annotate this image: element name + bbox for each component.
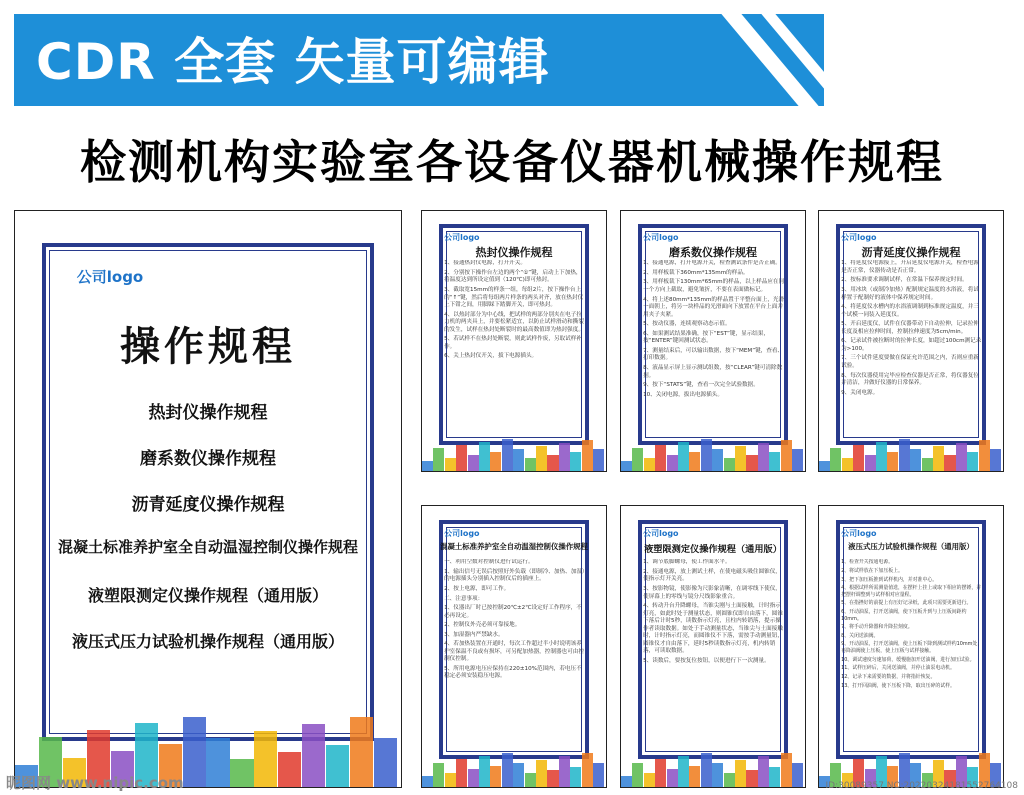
skyline-building [667,769,678,787]
skyline-building [887,452,898,471]
skyline-building [302,724,325,787]
skyline-building [724,458,735,471]
city-skyline [422,437,606,471]
company-logo: 公司logo [76,267,144,286]
skyline-building [593,449,604,471]
procedure-line: 9、按下“STATS”键，查看一次完全试验数据。 [643,382,759,389]
skyline-building [979,440,990,471]
skyline-building [547,455,558,471]
cover-item: 混凝土标准养护室全自动温湿控制仪操作规程 [57,538,358,557]
skyline-building [582,753,593,787]
skyline-building [547,770,558,787]
skyline-building [536,760,547,787]
skyline-building [853,445,864,471]
skyline-building [513,763,524,787]
company-logo: 公司logo [643,232,679,242]
procedure-line: 1、接通热封仪电源，打开开关。 [444,260,526,267]
skyline-building [701,753,712,787]
skyline-building [944,455,955,471]
skyline-building [632,763,643,787]
procedure-line: 8、关闭送油阀。 [841,632,879,639]
cover-title: 操作规程 [120,323,296,370]
skyline-building [678,756,689,787]
skyline-building [206,738,229,787]
procedure-line: 5、若试样不在热封处断裂，则此试样作废，另取试样补作。 [444,336,582,350]
skyline-building [490,452,501,471]
board-body [841,260,983,429]
skyline-building [830,448,841,471]
procedure-line: 4、若加热装置在开通时，每次工作超过半小时说明该养护室保温不良或有损坏，可另配加热器，控制器也可由控制仪控制。 [444,641,584,663]
city-skyline [819,437,1003,471]
skyline-building [967,452,978,471]
skyline-building [570,767,581,787]
skyline-building [570,452,581,471]
procedure-line: 7、三个试件延度要做在保证允许范围之内，否则应重新试验。 [841,355,979,369]
banner-text: CDR 全套 矢量可编辑 [36,33,550,91]
skyline-building [735,446,746,471]
skyline-building [769,767,780,787]
skyline-building [746,770,757,787]
procedure-line: 1、调节底脚螺母，使工作面水平。 [643,559,731,566]
skyline-building [899,439,910,471]
procedure-line: 2、接通电源，放上测试土样，在使电磁头吸住圆锥仪，使指示灯开关亮。 [643,568,781,583]
procedure-line: 3、按影物镜，使影像为尺影象清晰，在调零线下使仪，使屏幕上的零线与镜分尺线影象重合。 [643,586,781,600]
skyline-building [502,753,513,787]
skyline-building [254,731,277,787]
cover-item: 液压式压力试验机操作规程（通用版） [71,631,344,651]
skyline-building [781,440,792,471]
skyline-building [792,449,803,471]
skyline-building [525,458,536,471]
board-body [841,559,983,742]
city-skyline [422,750,606,787]
skyline-building [326,745,349,787]
skyline-building [468,455,479,471]
skyline-building [374,738,397,787]
procedure-line: 13、打开回油阀，使下压板下降，取出压碎的试样。 [841,682,955,689]
watermark-site: 昵图网 www.nipic.com [6,774,184,792]
procedure-line: 6、开动油泵，打开送油阀，使下压板升到与上压板间距约10mm。 [841,609,967,622]
procedure-line: 4、将延度仪水槽内的水浴液调制到标准规定温度，并三个试模一同装入延度仪。 [841,304,979,318]
procedure-line: 2、按标准要求调制试样，在常温下保养规定时间。 [841,277,968,284]
skyline-building [735,760,746,787]
skyline-building [445,773,456,787]
skyline-building [490,766,501,787]
company-logo: 公司logo [444,232,480,242]
procedure-line: 1、输出信号无误后按照好外负载（即制冷、加热、加湿）的电源插头分别插入控制仪后的插座上。 [444,568,585,583]
procedure-board [818,210,1004,472]
board-body [444,260,586,429]
company-logo: 公司logo [643,529,679,539]
skyline-building [689,766,700,787]
board-body [643,260,785,429]
cover-item: 沥青延度仪操作规程 [131,495,285,516]
procedure-board [421,210,607,472]
skyline-building [422,461,433,471]
procedure-line: 2、用样板裁下360mm*135mm的样品。 [643,269,749,276]
procedure-line: 8、液晶显示屏上显示测试组数，按“CLEAR”键可清除数据。 [643,364,783,379]
board-title: 液压式压力试验机操作规程（通用版） [848,542,974,552]
skyline-building [712,449,723,471]
board-title: 混凝土标准养护室全自动温湿控制仪操作规程 [440,542,588,552]
skyline-building [513,449,524,471]
page-title: 检测机构实验室各设备仪器机械操作规程 [80,135,944,189]
skyline-building [536,446,547,471]
procedure-line: 9、关闭电源。 [841,389,879,396]
procedure-line: 3、用冰块（或制冷加热）配制规定温度的水浴液，将试样置于配制好的液体中保养规定时间。 [841,287,979,301]
procedure-line: 6、关上热封仪开关，拔下电源插头。 [444,353,538,360]
procedure-line: 2、分别按下操作台左边的两个“①”键，启动上下加热，将温度达到所设定值到（120℃)即可热封。 [444,269,582,284]
skyline-building [456,759,467,787]
cover-item: 热封仪操作规程 [148,403,268,424]
procedure-line: 4、根据试样所需测量值选，在摆杆上挂上或取下相应的摆锤，并把摆杆调整到与试样相对应量程。 [841,585,982,598]
skyline-building [621,461,632,471]
skyline-building [502,439,513,471]
skyline-building [655,759,666,787]
procedure-line: 1、仪器出厂时已按控制20℃±2℃设定好工作程序，不必再设定。 [444,605,582,619]
procedure-line: 3、把下加压板推到试样机内，并对准中心。 [841,576,938,583]
procedure-line: 7、将手动升降器和升降拉刻度。 [841,624,913,631]
skyline-building [769,452,780,471]
board-title: 热封仪操作规程 [475,245,553,259]
skyline-building [433,763,444,787]
skyline-building [842,458,853,471]
watermark-id: ID:30089357 NO:20220324181552764108 [825,781,1018,791]
procedure-line: 12、记录下来需要的数据，并将指针恢复。 [841,673,936,680]
cover-item: 磨系数仪操作规程 [140,449,276,470]
skyline-building [525,773,536,787]
procedure-board [620,505,806,788]
skyline-building [781,753,792,787]
procedure-line: 3、用样板裁下130mm*65mm的样品，以上样品应在同一个方向上截取，避免皱折，不要在表面做标记。 [643,279,785,294]
company-logo: 公司logo [444,529,480,539]
skyline-building [433,448,444,471]
skyline-building [746,455,757,471]
procedure-line: 6、如果测试结果准确，按下“EST”键，显示结果，按“ENTER”键回测试状态。 [643,330,770,345]
skyline-building [933,446,944,471]
skyline-building [644,458,655,471]
skyline-building [758,443,769,471]
skyline-building [278,752,301,787]
procedure-line: 5、在指挫好的前提上有压好记录纸，此项只需要更新进行。 [841,600,972,607]
procedure-line: 10、关闭电源，拔出电源插头。 [643,391,723,398]
skyline-building [644,773,655,787]
skyline-building [678,442,689,471]
skyline-building [701,439,712,471]
procedure-line: 二、注意事项： [444,595,484,602]
skyline-building [667,455,678,471]
skyline-building [876,442,887,471]
board-title: 沥青延度仪操作规程 [861,245,961,259]
procedure-line: 5、所用电源电压应保持在220±10%范围内，若电压不稳定必须安装稳压电源。 [444,665,582,680]
procedure-line: 1、检查开关按通电源。 [841,559,894,566]
cover-item: 液塑限测定仪操作规程（通用版） [87,585,328,605]
skyline-building [655,445,666,471]
skyline-building [230,759,253,787]
skyline-building [468,769,479,787]
procedure-line: 4、将上述80mm*135mm的样品置于平整台面上，光滑一面朝上，将另一块样品的光滑面向下放置在平台上面并用夹子夹紧。 [643,296,785,318]
procedure-line: 3、加湿器内严禁缺水。 [444,631,504,638]
procedure-line: 9、开动油泵，打开送油阀，使上压板下降到测试样约10mm处，再降油阀使上压板，使上压板与试样接触。 [841,641,983,655]
procedure-line: 一、利用空数对控制仪进行试运行。 [444,559,534,566]
procedure-line: 2、将试样放在下加压板上。 [841,567,903,574]
company-logo: 公司logo [841,232,877,242]
procedure-line: 6、记录试件被拉断时的拉伸长度，如超过100cm测记录为>100。 [841,338,982,352]
procedure-line: 5、按动仪器，连续观察动态示值。 [643,321,731,328]
skyline-building [559,756,570,787]
procedure-line: 2、按上电源，即可工作。 [444,586,510,593]
skyline-building [792,763,803,787]
skyline-building [350,717,373,787]
company-logo: 公司logo [841,529,877,539]
skyline-building [593,763,604,787]
procedure-board [620,210,806,472]
skyline-building [990,449,1001,471]
skyline-building [689,452,700,471]
procedure-line: 8、每次仪器使用完毕应检查仪器是否正常，将仪器复位并清洁，并做好仪器的日常保养。 [841,372,979,387]
skyline-building [819,461,830,471]
skyline-building [956,443,967,471]
skyline-building [559,443,570,471]
city-skyline [621,750,805,787]
skyline-building [724,773,735,787]
skyline-building [865,455,876,471]
board-body [444,559,586,742]
procedure-line: 10、调试速度匀速加荷，缓慢施加开送油阀，进行加压试验。 [841,656,975,663]
procedure-line: 3、截取宽15mm的样条一组，每组2片，按下操作台上的“↑”键，然后将每组两片样条的两头对齐，放在热封仪上下钳之间，用脚踩下踏脚开关，即可热封。 [444,287,584,309]
procedure-line: 4、转动升台升降螺母，当锥尖刚与土面接触，计时指示灯亮，如此时处于测量状态，则圆锥仪即自由落下，圆锥下落后计时5秒，读数指示灯亮，且柱内转销落，提示操作者读取数据。如处于手动测量状态，当锥尖与土面接触时，计时指示灯亮，而圆锥仪不下落，需按手动测量钮，圆锥仪才自由落下，延时5秒读数指示灯亮，机内转销落，可读取数据。 [643,603,783,655]
procedure-line: 5、开启延度仪，试件在仪器带动下自动拉伸，记录拉伸长度及相应拉伸时间，控制拉伸速度为5cm/min。 [841,321,979,335]
procedure-line: 1、接通电源，打开电源开关，检查测试条件是否正确。 [643,260,781,267]
skyline-building [422,776,433,787]
skyline-building [582,440,593,471]
skyline-building [922,458,933,471]
procedure-line: 4、以热封部分为中心线，把试样的两部分别夹在电子拉力机的两夹具上，并要松紧适宜，以防止试样滑动和撕裂的发生，试样在热封处断裂时的最高数值即为热封强度。 [444,311,584,333]
board-title: 磨系数仪操作规程 [669,245,757,259]
skyline-building [758,756,769,787]
procedure-line: 2、控制仪外壳必须可靠接地。 [444,622,521,629]
procedure-board [818,505,1004,788]
skyline-building [632,448,643,471]
skyline-building [456,445,467,471]
board-title: 液塑限测定仪操作规程（通用版） [644,544,782,556]
skyline-building [183,717,206,787]
skyline-building [445,458,456,471]
skyline-building [479,756,490,787]
procedure-line: 7、测量结束后，可以输出数据，按下“MEM”键，查看、打印数据。 [643,347,784,362]
skyline-building [479,442,490,471]
skyline-building [712,763,723,787]
cover-board [14,210,402,788]
procedure-line: 11、试样压碎后，关闭送油阀，并停止油泵电动机。 [841,665,955,672]
procedure-board [421,505,607,788]
procedure-line: 5、读数后，要按复位按钮，以便进行下一次测量。 [643,657,770,664]
skyline-building [910,449,921,471]
city-skyline [621,437,805,471]
procedure-line: 1、将延度仪电源接上，开启延度仪电源开关，检查电源是否正常，仪器传动是否正常。 [841,260,979,274]
board-body [643,559,785,742]
skyline-building [621,776,632,787]
